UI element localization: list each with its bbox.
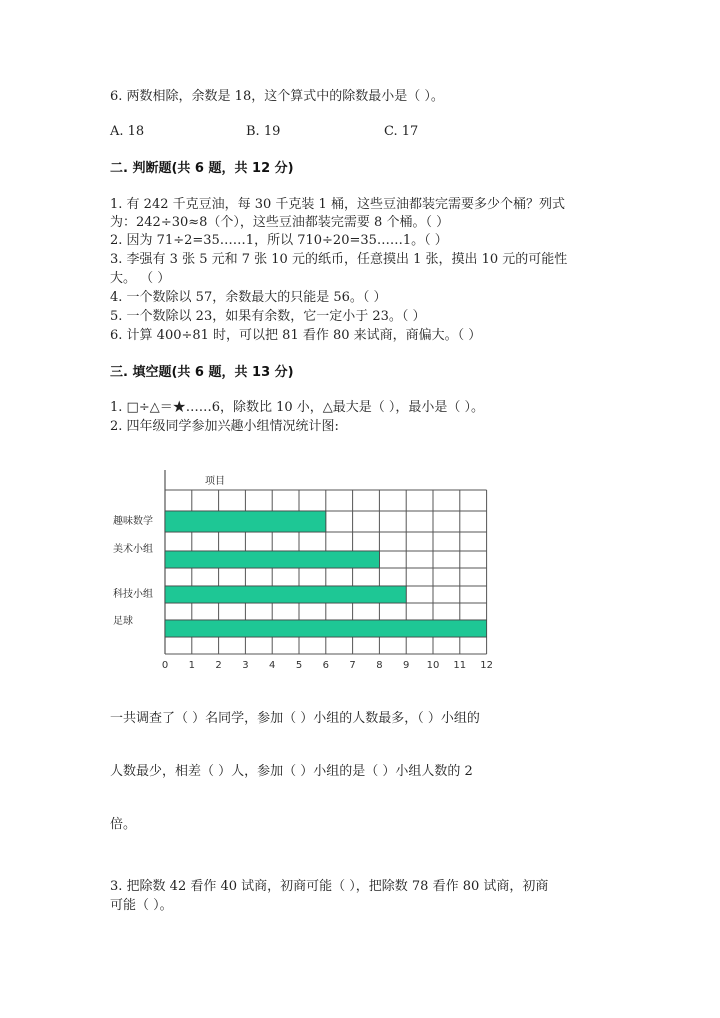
judge-q5: 5. 一个数除以 23，如果有余数，它一定小于 23。（ ）	[110, 309, 426, 324]
category-label: 美术小组	[113, 544, 153, 555]
judge-q3-line1: 3. 李强有 3 张 5 元和 7 张 10 元的纸币，任意摸出 1 张，摸出 10 元的可能性	[110, 252, 568, 267]
x-tick-label: 7	[349, 660, 356, 671]
fill-q2-blank-line1: 一共调查了（ ）名同学，参加（ ）小组的人数最多，（ ）小组的	[110, 711, 480, 726]
x-tick-label: 12	[480, 660, 493, 671]
bar-3	[165, 620, 487, 637]
fill-q3-line2: 可能（ ）。	[110, 898, 173, 913]
x-tick-label: 0	[161, 660, 169, 671]
x-tick-label: 11	[453, 660, 467, 671]
judge-q2: 2. 因为 71÷2=35……1，所以 710÷20=35……1。（ ）	[110, 233, 448, 248]
bar-2	[165, 586, 406, 603]
x-tick-label: 8	[376, 660, 383, 671]
option-c: C. 17	[384, 124, 419, 139]
x-tick-label: 3	[242, 660, 249, 671]
x-tick-label: 2	[215, 660, 222, 671]
x-tick-label: 9	[403, 660, 410, 671]
fill-q2: 2. 四年级同学参加兴趣小组情况统计图:	[110, 419, 339, 434]
chart-x-ticks	[162, 660, 493, 671]
judge-q1-line2: 为：242÷30≈8（个），这些豆油都装完需要 8 个桶。（ ）	[110, 215, 450, 230]
judge-q4: 4. 一个数除以 57，余数最大的只能是 56。（ ）	[110, 290, 387, 305]
fill-q3-line1: 3. 把除数 42 看作 40 试商，初商可能（ ），把除数 78 看作 80 试商，初商	[110, 879, 549, 894]
bar-chart	[105, 462, 505, 677]
x-tick-label: 1	[188, 660, 195, 671]
x-tick-label: 5	[295, 660, 303, 671]
judge-q3-line2: 大。 （ ）	[110, 271, 171, 286]
option-a: A. 18	[110, 124, 145, 139]
bar-0	[165, 511, 326, 532]
bar-1	[165, 551, 379, 568]
x-tick-label: 10	[426, 660, 440, 671]
fill-q2-blank-line2: 人数最少，相差（ ）人，参加（ ）小组的是（ ）小组人数的 2	[110, 764, 473, 779]
fill-q1: 1. □÷△＝★……6，除数比 10 小，△最大是（ ），最小是（ ）。	[110, 400, 485, 415]
category-label: 科技小组	[113, 589, 153, 600]
section-2-heading: 二. 判断题(共 6 题，共 12 分)	[110, 161, 294, 176]
x-tick-label: 4	[269, 660, 276, 671]
section-3-heading: 三. 填空题(共 6 题，共 13 分)	[110, 365, 294, 380]
chart-axis-label: 项目	[205, 476, 225, 487]
option-b: B. 19	[246, 124, 281, 139]
judge-q6: 6. 计算 400÷81 时，可以把 81 看作 80 来试商，商偏大。（ ）	[110, 328, 482, 343]
chart-category-labels	[113, 514, 153, 627]
category-label: 足球	[113, 616, 133, 627]
x-tick-label: 6	[322, 660, 329, 671]
judge-q1-line1: 1. 有 242 千克豆油，每 30 千克装 1 桶，这些豆油都装完需要多少个桶？列式	[110, 197, 565, 212]
fill-q2-blank-line3: 倍。	[110, 817, 137, 832]
category-label: 趣味数学	[113, 516, 153, 527]
question-6-text: 6. 两数相除，余数是 18，这个算式中的除数最小是（ ）。	[110, 89, 444, 104]
